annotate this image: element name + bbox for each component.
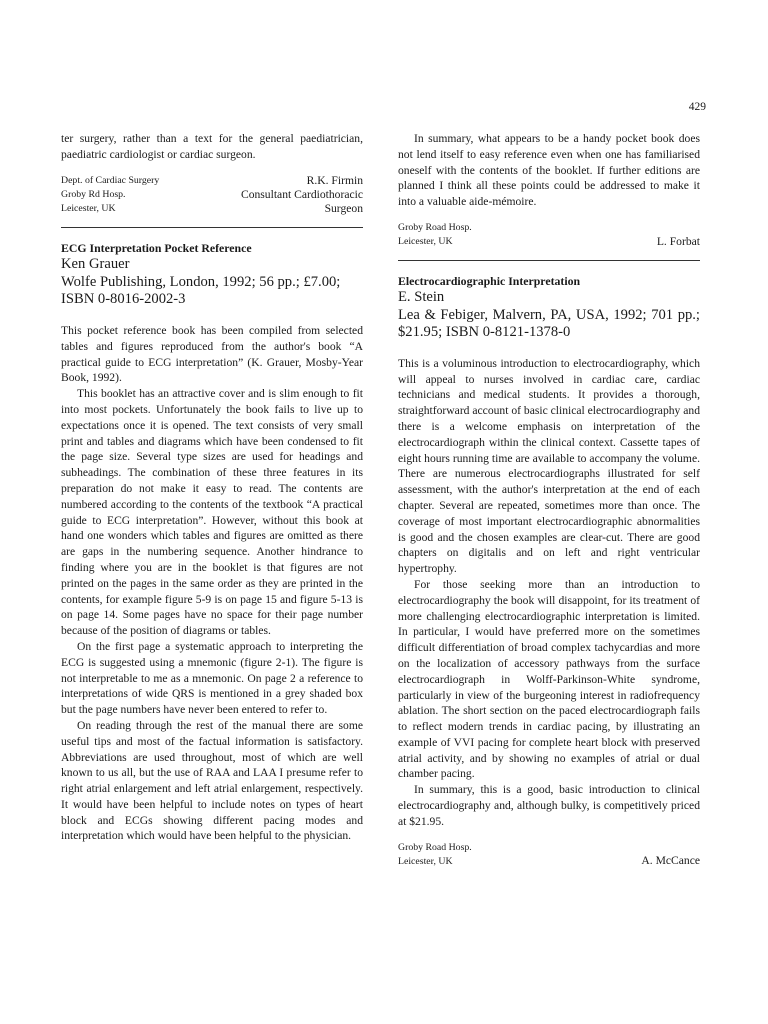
review-ecg-pocket-reference xyxy=(61,240,363,844)
review-publisher: Wolfe Publishing, London, 1992; 56 pp.; £7.00; xyxy=(61,273,341,290)
review-publisher: Lea & Febiger, Malvern, PA, USA, 1992; 701 pp.; $21.95; ISBN 0-8121-1378-0 xyxy=(398,306,700,341)
signature-name: A. McCance xyxy=(641,854,700,868)
signature-mccance xyxy=(398,841,700,869)
affiliation-line: Groby Road Hosp. xyxy=(398,221,472,233)
review-title: ECG Interpretation Pocket Reference xyxy=(61,241,252,256)
right-column xyxy=(398,131,700,869)
signature-firmin xyxy=(61,174,363,217)
publication-details xyxy=(61,256,363,309)
affiliation-line: Leicester, UK xyxy=(61,202,116,214)
signature-name-line: Surgeon xyxy=(324,202,363,215)
affiliation-line: Groby Road Hosp. xyxy=(398,841,472,853)
page-number: 429 xyxy=(688,101,706,113)
review-electrocardiographic-interpretation xyxy=(398,273,700,830)
review-paragraph: This booklet has an attractive cover and is slim enough to fit into most pockets. Unfortunately the book fails to live up to expectations once it is opened. The text consists of very small print and tables and diagrams which have been condensed to fit the page size. Several type sizes are used for headings and subheadings. The combination of these three features in its preparation do not make it easy to read. The contents are numbered according to the contents of the textbook “A practical guide to ECG interpretation”. However, without this book at hand one wonders which tables and figures are omitted as there are gaps in the numbering sequence. Another hindrance to finding where you are in the booklet is that figures are not printed on the pages in the same order as they are printed in the contents, for example figure 5-9 is on page 15 and figure 5-13 is on page 14. Some pages have no space for their page number because of the position of diagrams or tables. xyxy=(61,387,363,638)
signature-affiliation xyxy=(61,174,159,217)
review-paragraph: This pocket reference book has been compiled from selected tables and figures reproduced from the author's book “A practical guide to ECG interpretation” (K. Grauer, Mosby-Year Book, 1992). xyxy=(61,323,363,385)
section-divider xyxy=(398,260,700,261)
review-author: Ken Grauer xyxy=(61,256,130,273)
review-author: E. Stein xyxy=(398,288,445,305)
signature-name-line: Consultant Cardiothoracic xyxy=(240,187,363,201)
review-paragraph: On the first page a systematic approach to interpreting the ECG is suggested using a mnemonic (figure 2-1). The figure is not interpretable to me as a mnemonic. On page 2 a reference to interpretations of wide QRS is mentioned in a grey shaded box but the page numbers have never been entered to refer to. xyxy=(61,639,363,717)
affiliation-line: Leicester, UK xyxy=(398,855,453,867)
signature-forbat xyxy=(398,221,700,249)
signature-name: L. Forbat xyxy=(656,234,700,248)
review-paragraph: In summary, this is a good, basic introduction to clinical electrocardiography and, although bulky, is competitively priced at $21.95. xyxy=(398,783,700,828)
section-divider xyxy=(61,227,363,228)
left-column xyxy=(61,131,363,844)
publication-details xyxy=(398,289,700,342)
affiliation-line: Dept. of Cardiac Surgery xyxy=(61,174,160,186)
summary-paragraph: In summary, what appears to be a handy pocket book does not lend itself to easy reference even when one has familiarised oneself with the contents of the booklet. If further editions are planned I think all these points could be addressed to make it into a valuable aide-mémoire. xyxy=(398,132,700,209)
signature-name-line: R.K. Firmin xyxy=(306,173,363,187)
review-paragraph: This is a voluminous introduction to electrocardiography, which will appeal to nurses involved in cardiac care, cardiac technicians and medical students. It provides a thorough, straightforward account of basic clinical electrocardiography and there is a welcome emphasis on interpretation of the electrocardiograph within the clinical context. Cassette tapes of eight hours running time are available to accompany the volume. There are numerous electrocardiographs illustrated for self assessment, with the author's interpretation at the end of each chapter. Several are repeated, sometimes more than once. The coverage of most important electrocardiographic abnormalities is good and the chosen examples are clear-cut. There are good chapters on digitalis and on left and right ventricular hypertrophy. xyxy=(398,356,700,576)
continued-text: ter surgery, rather than a text for the general paediatrician, paediatric cardiologist or cardiac surgeon. xyxy=(61,132,363,161)
signature-affiliation xyxy=(398,841,472,869)
review-paragraph: On reading through the rest of the manual there are some useful tips and most of the factual information is satisfactory. Abbreviations are used throughout, most of which are well known to us all, but the use of RAA and LAA I presume refer to right atrial enlargement and left atrial enlargement, respectively. It would have been helpful to include notes on types of heart block and ECGs showing different pacing modes and interpretation which would have been helpful to the physician. xyxy=(61,718,363,843)
review-paragraph: For those seeking more than an introduction to electrocardiography the book will disappoint, for its treatment of more challenging electrocardiographic interpretation is limited. In particular, I would have preferred more on the sometimes difficult differentiation of broad complex tachycardias and more on the localization of accessory pathways from the surface electrocardiograph in Wolff-Parkinson-White syndrome, particularly in view of the burgeoning interest in radiofrequency ablation. The short section on the paced electrocardiograph fails to reflect modern trends in cardiac pacing, by illustrating an example of VVI pacing for complete heart block with preserved atrial activity, and by showing no examples of atrial or dual chamber pacing. xyxy=(398,577,700,781)
review-title: Electrocardiographic Interpretation xyxy=(398,273,581,288)
affiliation-line: Groby Rd Hosp. xyxy=(61,188,126,200)
signature-name xyxy=(241,174,363,217)
review-isbn: ISBN 0-8016-2002-3 xyxy=(61,291,186,308)
signature-affiliation xyxy=(398,221,472,249)
affiliation-line: Leicester, UK xyxy=(398,235,453,247)
